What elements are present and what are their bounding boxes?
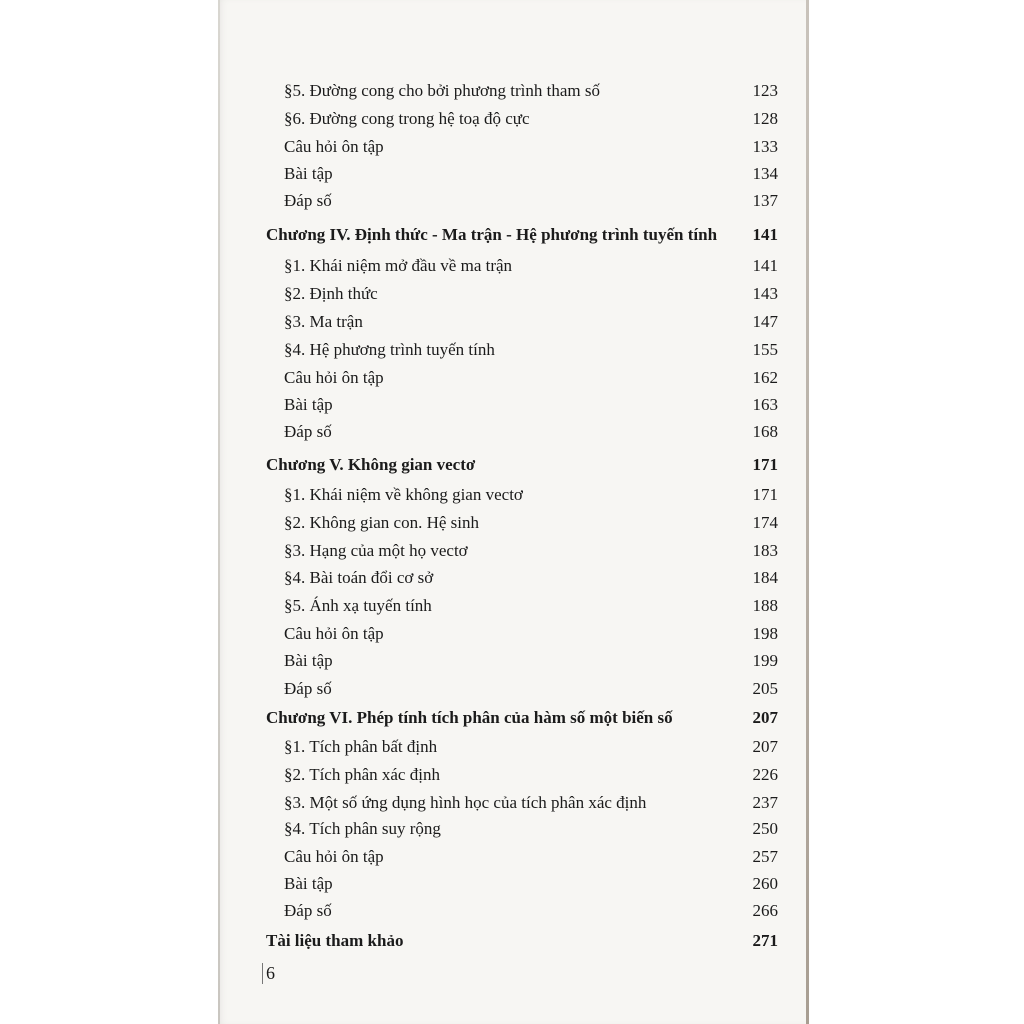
toc-entry-title: §1. Khái niệm mở đầu về ma trận bbox=[284, 256, 513, 275]
toc-section-row bbox=[0, 133, 1024, 161]
toc-entry-title: Bài tập bbox=[284, 395, 333, 414]
toc-chapter-row bbox=[0, 927, 1024, 955]
toc-section-row bbox=[0, 733, 1024, 761]
toc-entry-page: 183 bbox=[752, 541, 778, 560]
toc-entry-page: 271 bbox=[752, 931, 778, 950]
toc-chapter-row bbox=[0, 451, 1024, 479]
toc-entry-title: §2. Định thức bbox=[284, 284, 378, 303]
toc-section-row bbox=[0, 592, 1024, 620]
toc-entry-title: §2. Tích phân xác định bbox=[284, 765, 440, 784]
toc-section-row bbox=[0, 870, 1024, 898]
page-number: 6 bbox=[262, 963, 278, 984]
toc-section-row bbox=[0, 843, 1024, 871]
toc-entry-title: Đáp số bbox=[284, 422, 332, 441]
toc-entry-page: 260 bbox=[752, 874, 778, 893]
toc-section-row bbox=[0, 77, 1024, 105]
toc-section-row bbox=[0, 252, 1024, 280]
toc-chapter-row bbox=[0, 221, 1024, 249]
toc-entry-page: 174 bbox=[752, 513, 778, 532]
toc-entry-title: Bài tập bbox=[284, 164, 333, 183]
toc-entry-page: 137 bbox=[752, 191, 778, 210]
toc-entry-page: 141 bbox=[752, 225, 778, 244]
toc-section-row bbox=[0, 537, 1024, 565]
toc-entry-page: 155 bbox=[752, 340, 778, 359]
toc-section-row bbox=[0, 391, 1024, 419]
toc-entry-title: Tài liệu tham khảo bbox=[266, 931, 404, 950]
toc-entry-title: §4. Hệ phương trình tuyến tính bbox=[284, 340, 495, 359]
toc-section-row bbox=[0, 675, 1024, 703]
toc-entry-page: 199 bbox=[752, 651, 778, 670]
toc-entry-title: §4. Bài toán đổi cơ sở bbox=[284, 568, 434, 587]
toc-entry-title: §2. Không gian con. Hệ sinh bbox=[284, 513, 480, 532]
toc-entry-page: 128 bbox=[752, 109, 778, 128]
toc-entry-page: 184 bbox=[752, 568, 778, 587]
toc-entry-title: Câu hỏi ôn tập bbox=[284, 847, 384, 866]
toc-entry-title: §3. Hạng của một họ vectơ bbox=[284, 541, 468, 560]
toc-entry-title: §3. Một số ứng dụng hình học của tích phân xác định bbox=[284, 793, 647, 812]
toc-entry-page: 250 bbox=[752, 819, 778, 838]
toc-section-row bbox=[0, 761, 1024, 789]
toc-entry-title: Đáp số bbox=[284, 901, 332, 920]
toc-entry-title: Đáp số bbox=[284, 191, 332, 210]
toc-entry-title: Câu hỏi ôn tập bbox=[284, 137, 384, 156]
toc-entry-page: 171 bbox=[752, 455, 778, 474]
toc-entry-title: Câu hỏi ôn tập bbox=[284, 624, 384, 643]
toc-section-row bbox=[0, 160, 1024, 188]
toc-entry-title: Câu hỏi ôn tập bbox=[284, 368, 384, 387]
toc-section-row bbox=[0, 815, 1024, 843]
toc-entry-title: Chương IV. Định thức - Ma trận - Hệ phương trình tuyến tính bbox=[266, 225, 718, 244]
toc-entry-title: Chương V. Không gian vectơ bbox=[266, 455, 476, 474]
toc-entry-page: 205 bbox=[752, 679, 778, 698]
toc-entry-page: 147 bbox=[752, 312, 778, 331]
toc-entry-page: 168 bbox=[752, 422, 778, 441]
toc-section-row bbox=[0, 897, 1024, 925]
toc-section-row bbox=[0, 647, 1024, 675]
toc-entry-page: 134 bbox=[752, 164, 778, 183]
toc-entry-page: 207 bbox=[752, 708, 778, 727]
toc-entry-title: §3. Ma trận bbox=[284, 312, 363, 331]
toc-entry-title: §1. Khái niệm về không gian vectơ bbox=[284, 485, 523, 504]
toc-section-row bbox=[0, 789, 1024, 817]
toc-section-row bbox=[0, 308, 1024, 336]
toc-entry-page: 163 bbox=[752, 395, 778, 414]
toc-section-row bbox=[0, 336, 1024, 364]
toc-entry-title: §6. Đường cong trong hệ toạ độ cực bbox=[284, 109, 530, 128]
toc-entry-page: 266 bbox=[752, 901, 778, 920]
toc-entry-page: 188 bbox=[752, 596, 778, 615]
toc-entry-title: §1. Tích phân bất định bbox=[284, 737, 438, 756]
toc-entry-title: §5. Đường cong cho bởi phương trình tham số bbox=[284, 81, 600, 100]
toc-section-row bbox=[0, 620, 1024, 648]
toc-entry-page: 162 bbox=[752, 368, 778, 387]
toc-entry-page: 198 bbox=[752, 624, 778, 643]
toc-entry-page: 123 bbox=[752, 81, 778, 100]
toc-section-row bbox=[0, 509, 1024, 537]
toc-entry-page: 237 bbox=[752, 793, 778, 812]
toc-section-row bbox=[0, 481, 1024, 509]
toc-section-row bbox=[0, 564, 1024, 592]
toc-entry-page: 133 bbox=[752, 137, 778, 156]
toc-entry-title: §4. Tích phân suy rộng bbox=[284, 819, 441, 838]
toc-entry-title: Đáp số bbox=[284, 679, 332, 698]
toc-entry-page: 143 bbox=[752, 284, 778, 303]
toc-entry-page: 207 bbox=[752, 737, 778, 756]
toc-entry-title: Bài tập bbox=[284, 651, 333, 670]
toc-section-row bbox=[0, 187, 1024, 215]
toc-section-row bbox=[0, 418, 1024, 446]
toc-section-row bbox=[0, 364, 1024, 392]
toc-entry-title: §5. Ánh xạ tuyến tính bbox=[284, 596, 432, 615]
toc-entry-title: Chương VI. Phép tính tích phân của hàm số một biến số bbox=[266, 708, 673, 727]
toc-entry-title: Bài tập bbox=[284, 874, 333, 893]
toc-chapter-row bbox=[0, 704, 1024, 732]
toc-entry-page: 226 bbox=[752, 765, 778, 784]
toc-section-row bbox=[0, 105, 1024, 133]
toc-entry-page: 141 bbox=[752, 256, 778, 275]
toc-entry-page: 257 bbox=[752, 847, 778, 866]
toc-entry-page: 171 bbox=[752, 485, 778, 504]
toc-section-row bbox=[0, 280, 1024, 308]
